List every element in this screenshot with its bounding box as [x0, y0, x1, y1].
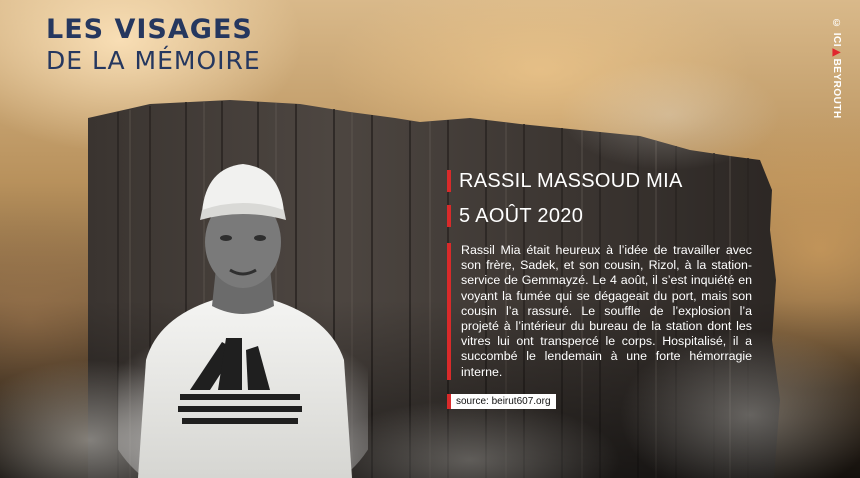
red-triangle-icon: ▶ — [831, 47, 842, 59]
title-line-1: LES VISAGES — [46, 14, 253, 45]
brand-logo — [831, 18, 842, 119]
victim-portrait — [118, 150, 368, 478]
victim-biography: Rassil Mia était heureux à l’idée de travailler avec son frère, Sadek, et son cousin, Rizol, à la station-service de Gemmayzé. Le 4 août, il s’est inquiété en voyant la fumée qui se dégageait du port, mais son cousin l’a rassuré. Le souffle de l’explosion l’a projeté à l’intérieur du bureau de la station dont les vitres lui ont transpercé le corps. Hospitalisé, il a succombé le lendemain à une forte hémorragie interne. — [447, 243, 752, 380]
victim-name: RASSIL MASSOUD MIA — [447, 170, 752, 192]
copyright-symbol: © — [831, 18, 842, 30]
title-line-2: DE LA MÉMOIRE — [46, 46, 261, 75]
source-label: source: beirut607.org — [447, 394, 556, 409]
victim-info — [447, 170, 752, 409]
victim-date: 5 AOÛT 2020 — [447, 205, 752, 227]
brand-name-right: BEYROUTH — [831, 58, 842, 119]
brand-name-left: ICI — [831, 32, 842, 48]
page-title — [46, 14, 261, 76]
